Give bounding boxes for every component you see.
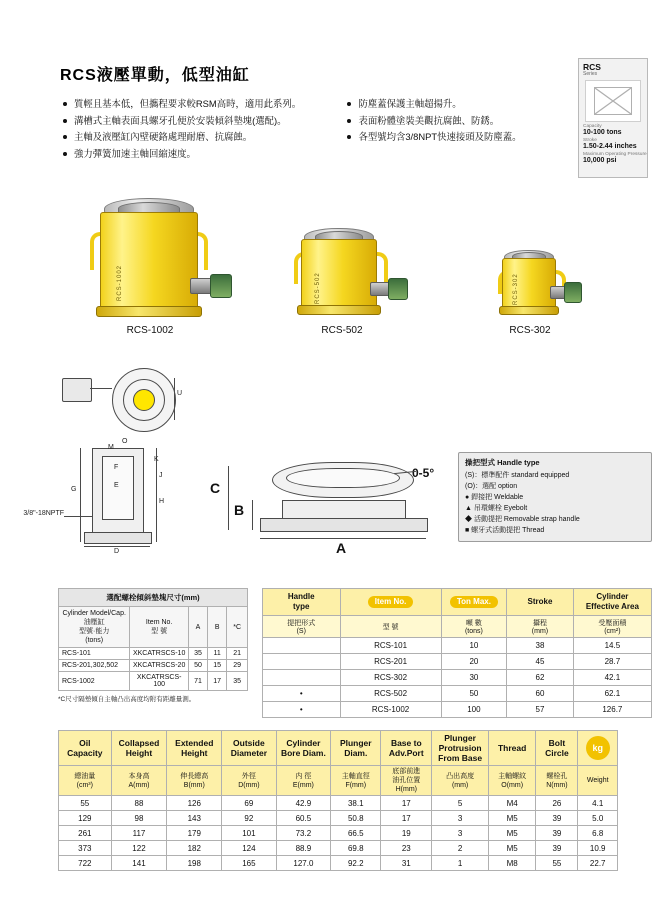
section-view-drawing [23, 438, 245, 560]
cell-oil-capacity: 55 [59, 796, 112, 811]
col-header-oil-capacity: Oil Capacity [59, 731, 112, 766]
cell-extended-height: 143 [167, 811, 222, 826]
legend-row: ▲ 吊環螺栓 Eyebolt [465, 505, 528, 512]
cell-extended-height: 182 [167, 841, 222, 856]
col-header-c: *C [227, 607, 248, 648]
subheader-plunger-diameter: 主軸直徑 F(mm) [331, 766, 381, 796]
cell-bolt-circle: 39 [536, 826, 578, 841]
cell-plunger-diameter: 69.8 [331, 841, 381, 856]
cell-base-to-port: 17 [381, 796, 432, 811]
cell-weight: 10.9 [578, 841, 618, 856]
list-item: 質輕且基本低，但攜程要求較RSM高時，適用此系列。 [62, 96, 342, 113]
quick-coupler [564, 282, 582, 303]
cell-item: RCS-1002 [340, 702, 441, 718]
cell-bore-diameter: 60.5 [276, 811, 331, 826]
cylinder-body [301, 239, 377, 313]
col-header-a: A [188, 607, 207, 648]
model-spec-table [262, 588, 652, 718]
cylinder-caption: RCS-1002 [126, 325, 174, 336]
dim-label-o: O [122, 438, 128, 445]
cell-plunger-diameter: 38.1 [331, 796, 381, 811]
quick-coupler [388, 278, 408, 300]
subheader-oil-capacity: 總油量 (cm³) [59, 766, 112, 796]
cell-extended-height: 198 [167, 856, 222, 871]
tilt-angle-label: 0-5° [412, 466, 435, 480]
table-row [59, 660, 248, 672]
handle-type-legend [458, 452, 652, 542]
cell-model: RCS-1002 [59, 672, 130, 691]
subheader-collapsed-height: 本身高 A(mm) [111, 766, 167, 796]
subheader-handle: 提把形式 (S) [263, 616, 341, 638]
cell-bore-diameter: 73.2 [276, 826, 331, 841]
cell-handle [263, 670, 341, 686]
cell-item: RCS-302 [340, 670, 441, 686]
col-header-handle: Handle type [263, 589, 341, 616]
cell-c: 21 [227, 648, 248, 660]
cell-stroke: 45 [507, 654, 574, 670]
table-row [263, 654, 652, 670]
cell-bolt-circle: 39 [536, 811, 578, 826]
col-header-collapsed-height: Collapsed Height [111, 731, 167, 766]
tilt-saddle-drawing [210, 438, 470, 556]
cell-b: 17 [208, 672, 227, 691]
col-header-stroke: Stroke [507, 589, 574, 616]
cell-cap: 100 [441, 702, 507, 718]
dim-label-C: C [210, 480, 221, 496]
cell-thread: M5 [488, 841, 536, 856]
cell-bolt-circle: 39 [536, 841, 578, 856]
cell-collapsed-height: 122 [111, 841, 167, 856]
cell-c: 35 [227, 672, 248, 691]
cell-b: 15 [208, 660, 227, 672]
port-leader-line [64, 516, 92, 517]
dim-label-j: J [159, 472, 163, 479]
cell-a: 50 [188, 660, 207, 672]
table-header-row [59, 607, 248, 648]
legend-title: 操把型式 Handle type [465, 458, 540, 467]
badge-title: RCS [583, 62, 601, 72]
dim-line-vertical [174, 378, 175, 420]
cell-b: 11 [208, 648, 227, 660]
cell-item: XKCATRSCS-20 [130, 660, 188, 672]
cell-item: RCS-101 [340, 638, 441, 654]
table-subheader-row [59, 766, 618, 796]
base-foot [297, 305, 381, 315]
col-header-model: Cylinder Model/Cap. 油壓缸 型號·能力 (tons) [59, 607, 130, 648]
cell-collapsed-height: 117 [111, 826, 167, 841]
cell-item: RCS-502 [340, 686, 441, 702]
cylinder-caption: RCS-302 [509, 325, 551, 336]
dim-label-A: A [336, 540, 347, 556]
cell-thread: M8 [488, 856, 536, 871]
cell-collapsed-height: 88 [111, 796, 167, 811]
cell-bore-diameter: 42.9 [276, 796, 331, 811]
top-view-drawing [62, 372, 242, 432]
cell-oil-capacity: 129 [59, 811, 112, 826]
cell-plunger-protrusion: 5 [432, 796, 489, 811]
cell-area: 28.7 [573, 654, 651, 670]
badge-series-label: Series [583, 71, 598, 77]
badge-stroke-label: Stroke [583, 138, 597, 143]
cell-area: 62.1 [573, 686, 651, 702]
col-header-plunger-diameter: Plunger Diam. [331, 731, 381, 766]
table-row [59, 672, 248, 691]
cell-outside-diameter: 124 [222, 841, 276, 856]
dim-line-b [252, 500, 253, 530]
col-header-base-to-port: Base to Adv.Port [381, 731, 432, 766]
legend-row: (S)：標準配件 standard equipped [465, 472, 570, 479]
dim-label-d: D [114, 548, 120, 555]
subheader-bolt-circle: 螺栓孔 N(mm) [536, 766, 578, 796]
cell-plunger-diameter: 50.8 [331, 811, 381, 826]
cell-thread: M4 [488, 796, 536, 811]
col-header-thread: Thread [488, 731, 536, 766]
col-header-area: Cylinder Effective Area [573, 589, 651, 616]
list-item: 防塵蓋保護主軸超揚升。 [346, 96, 576, 113]
list-item: 溝槽式主軸表面具螺牙孔便於安裝傾斜墊塊(選配)。 [62, 113, 342, 130]
col-header-item: Item No. 型 號 [130, 607, 188, 648]
subheader-extended-height: 伸長總高 B(mm) [167, 766, 222, 796]
cell-weight: 4.1 [578, 796, 618, 811]
series-spec-badge [578, 58, 648, 178]
list-item: 各型號均含3/8NPT快速接頭及防塵蓋。 [346, 129, 576, 146]
table-row [263, 702, 652, 718]
subheader-cap: 噸 數 (tons) [441, 616, 507, 638]
cell-item: RCS-201 [340, 654, 441, 670]
cell-cap: 30 [441, 670, 507, 686]
cell-collapsed-height: 141 [111, 856, 167, 871]
brand-label: RCS-1002 [117, 264, 123, 301]
badge-capacity-label: Capacity [583, 124, 602, 129]
cell-model: RCS-201,302,502 [59, 660, 130, 672]
saddle-base [260, 518, 428, 532]
table-caption: 選配螺栓傾斜墊塊尺寸(mm) [58, 588, 248, 606]
dim-label-g: G [71, 486, 77, 493]
cell-a: 71 [188, 672, 207, 691]
cell-plunger-protrusion: 3 [432, 811, 489, 826]
dim-label-h: H [159, 498, 165, 505]
subheader-stroke: 攝程 (mm) [507, 616, 574, 638]
cylinder-rcs-1002 [70, 190, 240, 350]
table-footnote: *C尺寸隔墊傾自主軸凸出高度均附有距離量測。 [58, 696, 196, 703]
dim-line-c [228, 466, 229, 530]
list-item: 強力彈簧加速主軸回縮速度。 [62, 146, 342, 163]
dim-label-f: F [114, 464, 119, 471]
cylinder-rcs-502 [262, 190, 432, 350]
base-foot [96, 306, 202, 317]
brand-label: RCS-302 [513, 273, 519, 305]
cell-bore-diameter: 127.0 [276, 856, 331, 871]
base-foot [499, 306, 559, 315]
col-header-weight [578, 731, 618, 766]
cell-extended-height: 126 [167, 796, 222, 811]
cell-cap: 50 [441, 686, 507, 702]
subheader-area: 受壓面積 (cm²) [573, 616, 651, 638]
badge-pressure-value: 10,000 psi [583, 157, 617, 164]
tilt-saddle-table [58, 588, 248, 703]
saddle-mid [282, 500, 406, 520]
dimensions-table [58, 730, 618, 871]
col-header-extended-height: Extended Height [167, 731, 222, 766]
cell-item: XKCATRSCS-100 [130, 672, 188, 691]
dim-label-e: E [114, 482, 119, 489]
table-row [59, 796, 618, 811]
bullets-right-column [346, 96, 576, 146]
cell-plunger-protrusion: 3 [432, 826, 489, 841]
cell-cap: 10 [441, 638, 507, 654]
table-row [59, 841, 618, 856]
cell-outside-diameter: 69 [222, 796, 276, 811]
table-row [59, 826, 618, 841]
cell-collapsed-height: 98 [111, 811, 167, 826]
list-item: 主軸及液壓缸內壁硬鉻處理耐磨、抗腐蝕。 [62, 129, 342, 146]
col-header-outside-diameter: Outside Diameter [222, 731, 276, 766]
dim-label-u: U [177, 390, 183, 397]
badge-pressure-label: Maximum Operating Pressure [583, 152, 647, 157]
brand-label: RCS-502 [315, 272, 321, 304]
cell-handle: • [263, 702, 341, 718]
cell-area: 14.5 [573, 638, 651, 654]
cell-model: RCS-101 [59, 648, 130, 660]
cell-plunger-diameter: 92.2 [331, 856, 381, 871]
top-view-bore [133, 389, 155, 411]
cell-base-to-port: 31 [381, 856, 432, 871]
cell-extended-height: 179 [167, 826, 222, 841]
legend-row: ■ 螺牙式活動提把 Thread [465, 527, 545, 534]
dim-line-bottom [84, 546, 150, 547]
weight-badge: kg [586, 736, 610, 760]
cell-oil-capacity: 261 [59, 826, 112, 841]
cell-thread: M5 [488, 826, 536, 841]
table-row [263, 670, 652, 686]
cell-stroke: 60 [507, 686, 574, 702]
cell-handle [263, 638, 341, 654]
cell-c: 29 [227, 660, 248, 672]
badge-stroke-value: 1.50-2.44 inches [583, 143, 637, 150]
subheader-plunger-protrusion: 凸出高度 (mm) [432, 766, 489, 796]
cell-outside-diameter: 101 [222, 826, 276, 841]
legend-row: ◆ 活動提把 Removable strap handle [465, 516, 580, 523]
cylinder-thumbnail-icon [585, 80, 641, 122]
leader-line [90, 388, 112, 389]
port-thread-label: 3/8"-18NPTF [23, 510, 64, 517]
cell-outside-diameter: 165 [222, 856, 276, 871]
cell-plunger-protrusion: 2 [432, 841, 489, 856]
cell-base-to-port: 17 [381, 811, 432, 826]
table-subheader-row [263, 616, 652, 638]
subheader-item: 型 號 [340, 616, 441, 638]
section-base [84, 532, 152, 544]
cell-thread: M5 [488, 811, 536, 826]
cell-bolt-circle: 26 [536, 796, 578, 811]
subheader-base-to-port: 底部前進 油孔位置 H(mm) [381, 766, 432, 796]
cell-oil-capacity: 722 [59, 856, 112, 871]
cell-plunger-diameter: 66.5 [331, 826, 381, 841]
dim-line-a [260, 538, 426, 539]
dim-label-k: K [154, 456, 159, 463]
page-title: RCS液壓單動，低型油缸 [60, 67, 250, 84]
table-header-row [59, 731, 618, 766]
cell-bolt-circle: 55 [536, 856, 578, 871]
cell-bore-diameter: 88.9 [276, 841, 331, 856]
cell-weight: 5.0 [578, 811, 618, 826]
subheader-weight: Weight [578, 766, 618, 796]
cell-stroke: 62 [507, 670, 574, 686]
cell-plunger-protrusion: 1 [432, 856, 489, 871]
table-row [59, 648, 248, 660]
cell-cap: 20 [441, 654, 507, 670]
col-header-bolt-circle: Bolt Circle [536, 731, 578, 766]
saddle-top-inner [286, 468, 400, 488]
cylinder-rcs-302 [450, 190, 620, 350]
col-header-bore-diameter: Cylinder Bore Diam. [276, 731, 331, 766]
list-item: 表面粉體塗裝美觀抗腐蝕、防銹。 [346, 113, 576, 130]
cell-handle [263, 654, 341, 670]
dim-line-left [80, 448, 81, 542]
cell-base-to-port: 19 [381, 826, 432, 841]
table-row [263, 638, 652, 654]
dim-label-m: M [108, 444, 114, 451]
cell-base-to-port: 23 [381, 841, 432, 856]
col-header-plunger-protrusion: Plunger Protrusion From Base [432, 731, 489, 766]
cell-area: 126.7 [573, 702, 651, 718]
cell-outside-diameter: 92 [222, 811, 276, 826]
subheader-bore-diameter: 内 徑 E(mm) [276, 766, 331, 796]
subheader-thread: 主軸螺紋 O(mm) [488, 766, 536, 796]
cell-oil-capacity: 373 [59, 841, 112, 856]
col-header-b: B [208, 607, 227, 648]
col-header-item [340, 589, 441, 616]
cell-item: XKCATRSCS-10 [130, 648, 188, 660]
table-header-row [263, 589, 652, 616]
bullets-left-column [62, 96, 342, 162]
dim-label-B: B [234, 502, 245, 518]
table-row [59, 856, 618, 871]
col-header-cap [441, 589, 507, 616]
cell-area: 42.1 [573, 670, 651, 686]
cylinder-caption: RCS-502 [321, 325, 363, 336]
cell-a: 35 [188, 648, 207, 660]
cell-stroke: 38 [507, 638, 574, 654]
legend-row: (O)：選配 option [465, 483, 518, 490]
cell-weight: 6.8 [578, 826, 618, 841]
table-row [263, 686, 652, 702]
quick-coupler [210, 274, 232, 298]
item-no-badge: Item No. [368, 596, 414, 608]
cell-handle: • [263, 686, 341, 702]
cylinder-body [100, 212, 198, 314]
table-row [59, 811, 618, 826]
cell-weight: 22.7 [578, 856, 618, 871]
cell-stroke: 57 [507, 702, 574, 718]
subheader-outside-diameter: 外徑 D(mm) [222, 766, 276, 796]
coupler-side-view [62, 378, 92, 402]
feature-bullets [62, 96, 582, 162]
legend-row: ● 銲接把 Weldable [465, 494, 524, 501]
product-illustrations [0, 190, 666, 360]
badge-capacity-value: 10-100 tons [583, 129, 622, 136]
cap-badge: Ton Max. [450, 596, 498, 608]
